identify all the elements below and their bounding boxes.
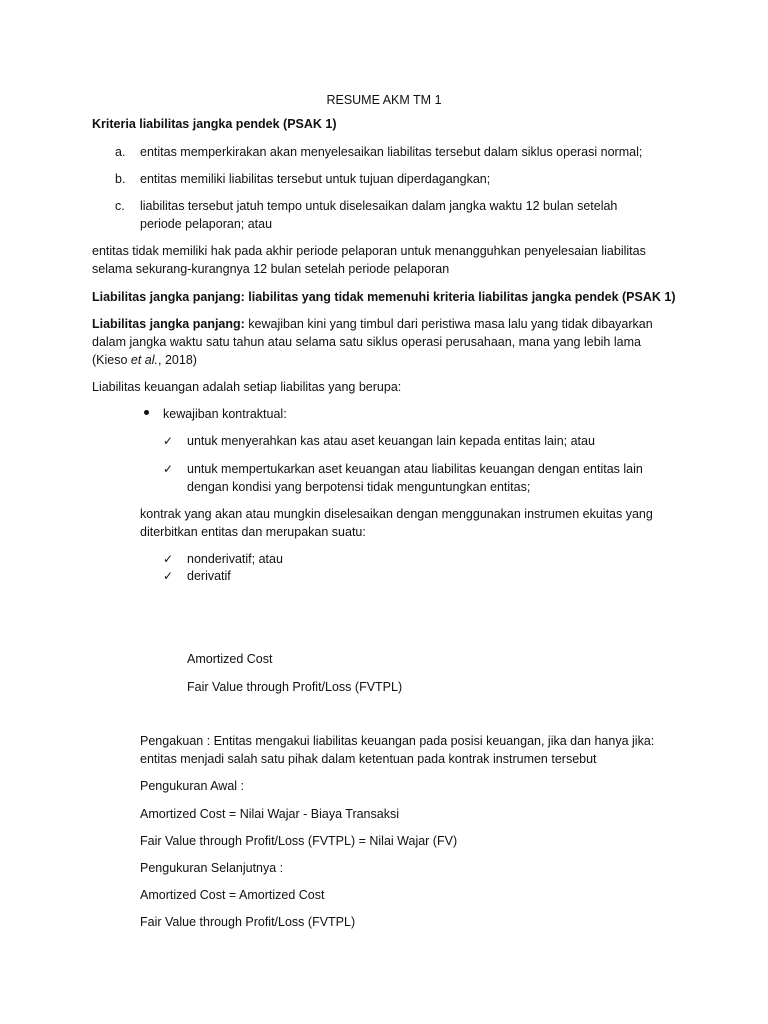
long-term-heading: Liabilitas jangka panjang: liabilitas yang tidak memenuhi kriteria liabilitas jangka pendek (PSAK 1)	[92, 290, 676, 304]
subsequent-measurement-heading: Pengukuran Selanjutnya :	[140, 861, 284, 875]
deriv-check-1: nonderivatif; atau	[187, 552, 283, 566]
contractual-check-2-line1: untuk mempertukarkan aset keuangan atau liabilitas keuangan dengan entitas lain	[187, 462, 643, 476]
contract-para-line2: diterbitkan entitas dan merupakan suatu:	[140, 525, 366, 539]
short-term-para-line2: selama sekurang-kurangnya 12 bulan setelah periode pelaporan	[92, 262, 450, 276]
contractual-check-1: untuk menyerahkan kas atau aset keuangan lain kepada entitas lain; atau	[187, 434, 595, 448]
document-title: RESUME AKM TM 1	[326, 93, 442, 107]
initial-measurement-heading: Pengukuran Awal :	[140, 779, 245, 793]
list-marker-a: a.	[115, 145, 126, 159]
category-amortized-cost: Amortized Cost	[187, 652, 273, 666]
long-term-def-line2: dalam jangka waktu satu tahun atau selama satu siklus operasi perusahaan, mana yang lebih lama	[92, 335, 641, 349]
short-term-item-a: entitas memperkirakan akan menyelesaikan liabilitas tersebut dalam siklus operasi normal;	[140, 145, 643, 159]
short-term-heading: Kriteria liabilitas jangka pendek (PSAK 1)	[92, 117, 337, 131]
list-marker-b: b.	[115, 172, 126, 186]
long-term-citation	[92, 352, 197, 369]
citation-post: , 2018)	[158, 353, 197, 367]
category-fvtpl: Fair Value through Profit/Loss (FVTPL)	[187, 680, 403, 694]
checkmark-icon: ✓	[163, 434, 174, 448]
initial-measurement-item-1: Amortized Cost = Nilai Wajar - Biaya Transaksi	[140, 807, 399, 821]
checkmark-icon: ✓	[163, 569, 174, 583]
checkmark-icon: ✓	[163, 462, 174, 476]
long-term-def-text: kewajiban kini yang timbul dari peristiwa masa lalu yang tidak dibayarkan	[244, 317, 653, 331]
subsequent-measurement-item-1: Amortized Cost = Amortized Cost	[140, 888, 325, 902]
initial-measurement-item-2: Fair Value through Profit/Loss (FVTPL) = Nilai Wajar (FV)	[140, 834, 458, 848]
list-marker-c: c.	[115, 199, 125, 213]
financial-liability-heading: Liabilitas keuangan adalah setiap liabilitas yang berupa:	[92, 380, 402, 394]
short-term-item-c-line2: periode pelaporan; atau	[140, 217, 273, 231]
subsequent-measurement-item-2: Fair Value through Profit/Loss (FVTPL)	[140, 915, 356, 929]
checkmark-icon: ✓	[163, 552, 174, 566]
short-term-para-line1: entitas tidak memiliki hak pada akhir periode pelaporan untuk menangguhkan penyelesaian liabilitas	[92, 244, 646, 258]
deriv-check-2: derivatif	[187, 569, 231, 583]
recognition-line1: Pengakuan : Entitas mengakui liabilitas keuangan pada posisi keuangan, jika dan hanya jika:	[140, 734, 655, 748]
contractual-bullet: kewajiban kontraktual:	[163, 407, 287, 421]
recognition-line2: entitas menjadi salah satu pihak dalam ketentuan pada kontrak instrumen tersebut	[140, 752, 597, 766]
citation-pre: (Kieso	[92, 353, 131, 367]
contract-para-line1: kontrak yang akan atau mungkin diselesaikan dengan menggunakan instrumen ekuitas yang	[140, 507, 653, 521]
citation-et-al: et al.	[130, 353, 159, 367]
long-term-def-line1	[92, 316, 653, 333]
bullet-dot-icon	[144, 410, 149, 415]
long-term-def-label: Liabilitas jangka panjang:	[92, 317, 245, 331]
contractual-check-2-line2: dengan kondisi yang berpotensi tidak menguntungkan entitas;	[187, 480, 531, 494]
short-term-item-c-line1: liabilitas tersebut jatuh tempo untuk diselesaikan dalam jangka waktu 12 bulan setelah	[140, 199, 618, 213]
short-term-item-b: entitas memiliki liabilitas tersebut untuk tujuan diperdagangkan;	[140, 172, 491, 186]
